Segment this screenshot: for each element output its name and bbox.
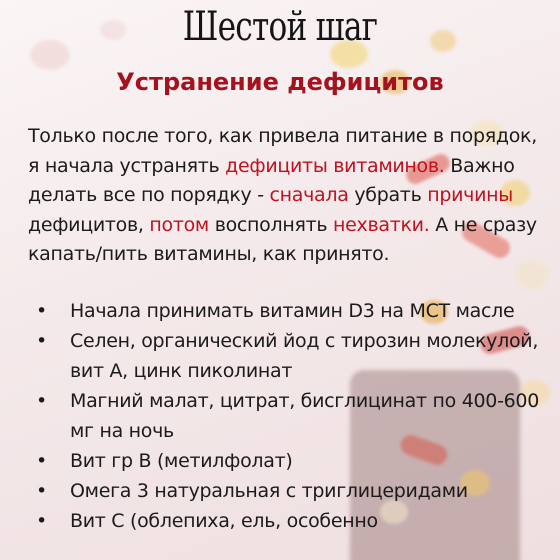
paragraph-text: восполнять — [208, 213, 334, 236]
list-item-text: Омега 3 натуральная с триглицеридами — [70, 480, 468, 502]
list-item-text: Вит С (облепиха, ель, особенно — [70, 510, 378, 532]
highlight-shortages: нехватки. — [333, 213, 430, 236]
list-item — [0, 386, 560, 446]
bullet: • — [36, 450, 47, 472]
paragraph-text: Важно делать все по порядку - — [28, 154, 515, 206]
list-item — [0, 446, 560, 476]
highlight-deficits: дефициты витаминов. — [225, 154, 445, 177]
bullet: • — [36, 330, 47, 352]
paragraph-text: А не сразу капать/пить витамины, как принято. — [28, 213, 537, 265]
list-item-text: Начала принимать витамин D3 на МСТ масле — [70, 300, 515, 322]
list-item — [0, 296, 560, 326]
paragraph-text: Только после того, как привела питание в порядок, я начала устранять — [28, 125, 537, 177]
highlight-first: сначала — [269, 184, 349, 206]
list-item-text: Селен, органический йод с тирозин молекулой, вит А, цинк пиколинат — [70, 330, 539, 382]
section-heading: Устранение дефицитов — [116, 68, 444, 96]
bullet: • — [36, 510, 47, 532]
bullet: • — [36, 300, 47, 322]
highlight-causes: причины — [427, 184, 513, 206]
list-item — [0, 506, 560, 536]
paragraph-text: убрать — [348, 184, 428, 206]
bullet: • — [36, 390, 47, 412]
supplement-list — [0, 296, 560, 536]
list-item-text: Магний малат, цитрат, бисглицинат по 400-600 мг на ночь — [70, 390, 539, 442]
paragraph-text: дефицитов, — [28, 213, 150, 236]
step-title: Шестой шаг — [182, 4, 378, 50]
list-item — [0, 326, 560, 386]
highlight-then: потом — [149, 213, 209, 236]
list-item-text: Вит гр В (метилфолат) — [70, 450, 293, 472]
bullet: • — [36, 480, 47, 502]
intro-paragraph — [28, 122, 548, 270]
list-item — [0, 476, 560, 506]
